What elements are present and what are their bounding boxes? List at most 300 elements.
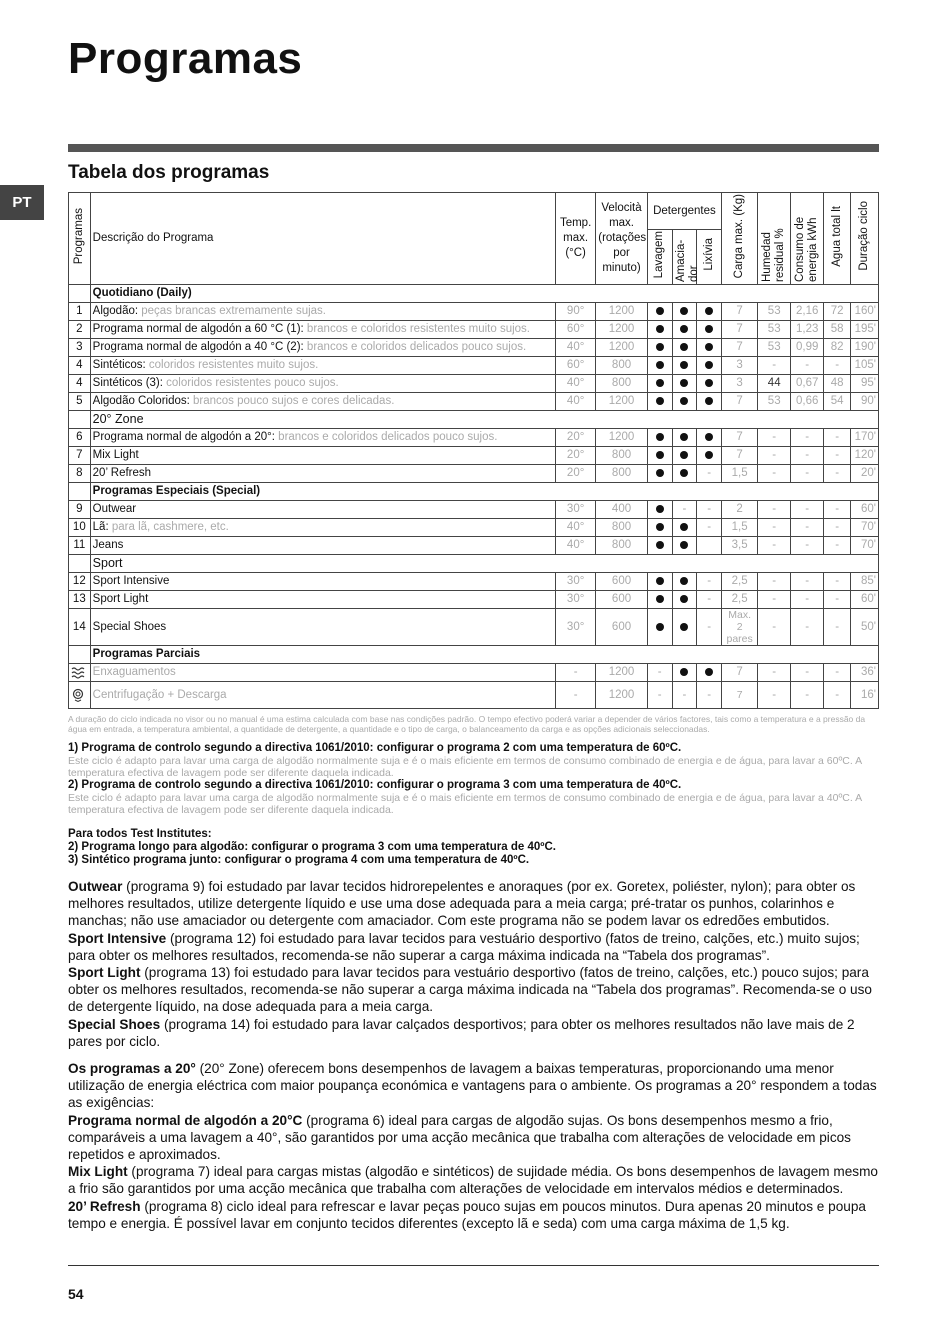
energy-value: - (791, 682, 824, 709)
page-number: 54 (68, 1286, 84, 1302)
dot-icon (656, 361, 664, 369)
duration-value: 195' (851, 321, 879, 339)
dot-icon (680, 433, 688, 441)
paragraph-text: (programa 14) foi estudado para lavar calçados desportivos; para obter os melhores resultados não lave mais de 2 pares por ciclo. (68, 1016, 855, 1049)
program-detail: brancos e coloridos delicados pouco sujos. (274, 431, 498, 443)
table-row (69, 429, 879, 447)
program-number: 8 (69, 465, 91, 483)
program-description (90, 664, 555, 682)
detergent-amaciador (672, 537, 697, 555)
program-number: 13 (69, 591, 91, 609)
temp-value: 20° (556, 429, 596, 447)
test-institutes-line-2: 3) Sintético programa junto: configurar o programa 4 com uma temperatura de 40ºC. (68, 854, 530, 866)
detergent-amaciador (672, 321, 697, 339)
dot-icon (656, 433, 664, 441)
test-institutes-heading: Para todos Test Institutes: (68, 828, 212, 840)
detergent-amaciador (672, 339, 697, 357)
header-temp: Temp. max. (°C) (556, 193, 596, 285)
program-name: Sport Light (92, 593, 149, 605)
program-name: Programa normal de algodón a 60 °C (1): (92, 323, 304, 335)
program-description (90, 447, 555, 465)
dot-icon (705, 451, 713, 459)
energy-value: 2,16 (791, 303, 824, 321)
speed-value: 600 (596, 573, 648, 591)
dot-icon (680, 595, 688, 603)
table-section-row (69, 646, 879, 664)
page-title: Programas (68, 34, 303, 83)
speed-value: 600 (596, 609, 648, 646)
dot-icon (680, 343, 688, 351)
temp-value: - (556, 682, 596, 709)
energy-value: - (791, 465, 824, 483)
detergent-lixivia (697, 321, 722, 339)
detergent-lavagem (647, 591, 672, 609)
language-tab: PT (0, 185, 44, 220)
program-number: 4 (69, 375, 91, 393)
dot-icon (705, 343, 713, 351)
program-detail: brancos e coloridos resistentes muito sujos. (303, 323, 531, 335)
dot-icon (705, 307, 713, 315)
program-detail: Centrifugação + Descarga (92, 689, 227, 701)
paragraph-text: (programa 6) ideal para cargas de algodão sujas. Os bons desempenhos mesmo a frio, comparáveis a uma lavagem a 40°, são garantidos por uma acção mecânica que trabalha com alterações de velocidade em picos repetidos e aproximados. (68, 1112, 851, 1163)
table-row (69, 682, 879, 709)
load-value: 7 (722, 303, 758, 321)
program-description (90, 321, 555, 339)
humidity-value: - (758, 429, 791, 447)
dot-icon (680, 361, 688, 369)
detergent-amaciador: - (672, 501, 697, 519)
header-programas: Programas (69, 193, 91, 285)
temp-value: - (556, 664, 596, 682)
duration-value: 70' (851, 537, 879, 555)
program-name: Special Shoes (92, 621, 167, 633)
header-velocita: Velocità max. (rotações por minuto) (596, 193, 648, 285)
humidity-value: - (758, 664, 791, 682)
dot-icon (656, 505, 664, 513)
humidity-value: 53 (758, 393, 791, 411)
dot-icon (656, 577, 664, 585)
dot-icon (680, 451, 688, 459)
paragraph-lead: Mix Light (68, 1164, 128, 1180)
header-carga: Carga max. (Kg) (722, 193, 758, 285)
speed-value: 800 (596, 357, 648, 375)
dot-icon (656, 523, 664, 531)
detergent-lavagem (647, 339, 672, 357)
program-detail: Enxaguamentos (92, 666, 176, 678)
program-paragraph (68, 1060, 879, 1112)
humidity-value: - (758, 591, 791, 609)
energy-value: - (791, 357, 824, 375)
load-value: 7 (722, 664, 758, 682)
dot-icon (705, 433, 713, 441)
temp-value: 20° (556, 465, 596, 483)
paragraph-lead: Outwear (68, 879, 123, 894)
water-value: - (824, 537, 851, 555)
water-value: - (824, 591, 851, 609)
table-row (69, 591, 879, 609)
load-value: 7 (722, 339, 758, 357)
detergent-lavagem (647, 429, 672, 447)
section-heading: Programas Parciais (90, 646, 878, 664)
energy-value: - (791, 591, 824, 609)
table-row (69, 303, 879, 321)
paragraph-text: (20° Zone) oferecem bons desempenhos de lavagem a baixas temperaturas, proporcionando uma menor utilização de energia eléctrica com maior poupança económica e vantagens para o ambiente. Os programas a 20° respondem a todas as exigências: (68, 1061, 877, 1111)
table-section-row (69, 483, 879, 501)
humidity-value: - (758, 357, 791, 375)
program-detail: para lã, cashmere, etc. (108, 521, 229, 533)
humidity-value: 53 (758, 339, 791, 357)
paragraph-text: (programa 9) foi estudado par lavar tecidos hidrorepelentes e anoraques (por ex. Goretex, poliéster, nylon); para obter os melhores resultados, utilize detergente líquido e use uma dose adequada para a meia carga; pré-tratar os punhos, colarinhos e manchas; não use amaciador ou detergente com amaciador. Com este programa não se podem lavar os edredões embutidos. (68, 879, 856, 929)
footnote-1-title: 1) Programa de controlo segundo a directiva 1061/2010: configurar o programa 2 com uma temperatura de 60ºC. (68, 742, 682, 754)
header-humedad: Humedad residual % (758, 193, 791, 285)
water-value: - (824, 357, 851, 375)
energy-value: 0,99 (791, 339, 824, 357)
load-value: 3 (722, 357, 758, 375)
program-paragraph (68, 1198, 879, 1232)
program-name: Jeans (92, 539, 124, 551)
paragraph-lead: 20’ Refresh (68, 1198, 141, 1214)
program-number: 1 (69, 303, 91, 321)
table-row (69, 501, 879, 519)
program-description (90, 501, 555, 519)
detergent-amaciador (672, 447, 697, 465)
program-name: Algodão Coloridos: (92, 395, 190, 407)
dot-icon (680, 541, 688, 549)
detergent-lavagem (647, 375, 672, 393)
paragraph-lead: Special Shoes (68, 1016, 161, 1032)
program-name: Outwear (92, 503, 137, 515)
detergent-lavagem (647, 573, 672, 591)
speed-value: 800 (596, 537, 648, 555)
program-name: Lã: (92, 521, 109, 533)
program-detail: coloridos resistentes pouco sujos. (162, 377, 339, 389)
program-paragraph (68, 1112, 879, 1164)
program-paragraph (68, 878, 879, 930)
energy-value: - (791, 537, 824, 555)
load-value: 7 (722, 393, 758, 411)
header-duracao: Duração ciclo (851, 193, 879, 285)
program-description (90, 303, 555, 321)
duration-value: 190' (851, 339, 879, 357)
water-value: - (824, 573, 851, 591)
table-row (69, 664, 879, 682)
water-value: - (824, 664, 851, 682)
dot-icon (680, 523, 688, 531)
dot-icon (680, 668, 688, 676)
duration-value: 60' (851, 591, 879, 609)
detergent-lavagem (647, 609, 672, 646)
programs-table (68, 192, 879, 709)
speed-value: 800 (596, 465, 648, 483)
program-paragraph (68, 1163, 879, 1197)
detergent-lixivia: - (697, 591, 722, 609)
speed-value: 600 (596, 591, 648, 609)
footnotes (68, 742, 879, 816)
detergent-lixivia (697, 375, 722, 393)
program-description (90, 375, 555, 393)
temp-value: 60° (556, 357, 596, 375)
speed-value: 1200 (596, 303, 648, 321)
dot-icon (656, 451, 664, 459)
program-name: Mix Light (92, 449, 139, 461)
program-number: 3 (69, 339, 91, 357)
duration-value: 60' (851, 501, 879, 519)
program-number: 6 (69, 429, 91, 447)
duration-value: 50' (851, 609, 879, 646)
program-description (90, 465, 555, 483)
section-heading: Sport (90, 555, 878, 573)
humidity-value: - (758, 537, 791, 555)
energy-value: - (791, 519, 824, 537)
program-number (69, 682, 91, 709)
water-value: 72 (824, 303, 851, 321)
dot-icon (680, 307, 688, 315)
program-paragraph (68, 964, 879, 1016)
water-value: - (824, 519, 851, 537)
speed-value: 1200 (596, 682, 648, 709)
dot-icon (656, 397, 664, 405)
detergent-lavagem (647, 501, 672, 519)
program-description (90, 357, 555, 375)
dot-icon (656, 325, 664, 333)
dot-icon (705, 325, 713, 333)
dot-icon (705, 668, 713, 676)
program-detail: brancos pouco sujos e cores delicadas. (189, 395, 395, 407)
detergent-lavagem (647, 393, 672, 411)
detergent-amaciador (672, 609, 697, 646)
dot-icon (680, 469, 688, 477)
load-value: 3,5 (722, 537, 758, 555)
speed-value: 800 (596, 519, 648, 537)
detergent-lixivia (697, 429, 722, 447)
detergent-amaciador (672, 429, 697, 447)
detergent-lavagem (647, 321, 672, 339)
detergent-amaciador (672, 375, 697, 393)
duration-value: 95' (851, 375, 879, 393)
dot-icon (680, 397, 688, 405)
dot-icon (680, 325, 688, 333)
energy-value: - (791, 429, 824, 447)
load-value: 2,5 (722, 591, 758, 609)
table-row (69, 393, 879, 411)
load-value: 7 (722, 321, 758, 339)
energy-value: 0,67 (791, 375, 824, 393)
duration-value: 85' (851, 573, 879, 591)
program-number (69, 664, 91, 682)
program-name: Programa normal de algodón a 40 °C (2): (92, 341, 304, 353)
footer-divider (68, 1265, 879, 1266)
detergent-lixivia (697, 447, 722, 465)
dot-icon (705, 379, 713, 387)
humidity-value: 53 (758, 303, 791, 321)
program-number: 7 (69, 447, 91, 465)
water-value: - (824, 609, 851, 646)
temp-value: 90° (556, 303, 596, 321)
speed-value: 400 (596, 501, 648, 519)
duration-disclaimer: A duração do ciclo indicada no visor ou no manual é uma estima calculada com base nas condições padrão. O tempo efectivo poderá variar a depender de vários factores, tais como a temperatura e a pressão da água em entrada, a temperatura ambiental, a quantidade de detergente, a quantidade e o tipo de carga, o balanceamento da carga e as opções adicionais seleccionadas. (68, 714, 866, 734)
program-number: 9 (69, 501, 91, 519)
table-row (69, 321, 879, 339)
detergent-amaciador (672, 303, 697, 321)
duration-value: 16' (851, 682, 879, 709)
water-value: - (824, 447, 851, 465)
program-name: Algodão: (92, 305, 139, 317)
detergent-lixivia (697, 303, 722, 321)
program-paragraph (68, 1016, 879, 1050)
speed-value: 1200 (596, 339, 648, 357)
program-number: 12 (69, 573, 91, 591)
table-row (69, 357, 879, 375)
header-lavagem: Lavagem (647, 230, 672, 285)
header-amaciador: Amacia-dor (672, 230, 697, 285)
footnote-2-text: Este ciclo é adapto para lavar uma carga de algodão normalmente suja e é o mais eficiente em termos de consumo combinado de energia e de água, para lavar a 40ºC. A temperatura efectiva de lavagem pode ser diferente daquela indicada. (68, 792, 862, 816)
footnote-2-title: 2) Programa de controlo segundo a directiva 1061/2010: configurar o programa 3 com uma temperatura de 40ºC. (68, 779, 682, 791)
detergent-lixivia: - (697, 519, 722, 537)
program-number: 14 (69, 609, 91, 646)
load-value: 7 (722, 447, 758, 465)
program-name: Programa normal de algodón a 20°: (92, 431, 275, 443)
load-value: 1,5 (722, 465, 758, 483)
temp-value: 20° (556, 447, 596, 465)
dot-icon (680, 379, 688, 387)
header-agua: Agua total lt (824, 193, 851, 285)
water-value: - (824, 682, 851, 709)
load-value: 7 (722, 429, 758, 447)
header-descricao: Descrição do Programa (90, 193, 555, 285)
duration-value: 120' (851, 447, 879, 465)
detergent-lavagem: - (647, 682, 672, 709)
paragraph-text: (programa 13) foi estudado para lavar tecidos para vestuário desportivo (fatos de treino, calções, etc.) pouco sujos; para obter os melhores resultados, recomenda-se não superar a carga máxima indicada na “Tabela dos programas”. Recomenda-se o uso de detergente líquido, na dose adequada para a meia carga. (68, 965, 872, 1015)
detergent-lixivia: - (697, 609, 722, 646)
duration-value: 36' (851, 664, 879, 682)
energy-value: - (791, 573, 824, 591)
paragraph-lead: Sport Intensive (68, 930, 167, 946)
program-description (90, 682, 555, 709)
detergent-lavagem (647, 447, 672, 465)
humidity-value: - (758, 682, 791, 709)
program-description (90, 519, 555, 537)
program-name: Sport Intensive (92, 575, 170, 587)
humidity-value: - (758, 447, 791, 465)
dot-icon (680, 577, 688, 585)
program-paragraph (68, 930, 879, 964)
header-lixivia: Lixívia (697, 230, 722, 285)
load-value: 2 (722, 501, 758, 519)
program-number: 11 (69, 537, 91, 555)
paragraph-text: (programa 8) ciclo ideal para refrescar e lavar peças pouco sujas em poucos minutos. Dura apenas 20 minutos e poupa tempo e energia. É possível lavar em conjunto tecidos diferentes (excepto lã e seda) com uma carga máxima de 1,5 kg. (68, 1198, 866, 1231)
detergent-lavagem: - (647, 664, 672, 682)
table-row (69, 609, 879, 646)
humidity-value: - (758, 573, 791, 591)
energy-value: 1,23 (791, 321, 824, 339)
water-value: - (824, 501, 851, 519)
dot-icon (656, 595, 664, 603)
program-name: Sintéticos: (92, 359, 146, 371)
detergent-lavagem (647, 357, 672, 375)
detergent-lixivia: - (697, 682, 722, 709)
water-value: 58 (824, 321, 851, 339)
program-description (90, 339, 555, 357)
detergent-amaciador (672, 519, 697, 537)
section-heading: Programas Especiais (Special) (90, 483, 878, 501)
table-row (69, 465, 879, 483)
paragraph-lead: Sport Light (68, 965, 141, 981)
speed-value: 800 (596, 375, 648, 393)
detergent-amaciador: - (672, 682, 697, 709)
energy-value: - (791, 501, 824, 519)
temp-value: 40° (556, 537, 596, 555)
speed-value: 1200 (596, 664, 648, 682)
energy-value: - (791, 664, 824, 682)
program-description (90, 591, 555, 609)
rinse-icon (71, 665, 85, 679)
detergent-lixivia (697, 664, 722, 682)
detergent-amaciador (672, 393, 697, 411)
table-row (69, 573, 879, 591)
temp-value: 40° (556, 375, 596, 393)
duration-value: 160' (851, 303, 879, 321)
section-subtitle: Tabela dos programas (68, 162, 270, 183)
detergent-lixivia (697, 393, 722, 411)
dot-icon (705, 397, 713, 405)
humidity-value: 44 (758, 375, 791, 393)
table-section-row (69, 411, 879, 429)
load-value: 1,5 (722, 519, 758, 537)
dot-icon (656, 343, 664, 351)
program-description (90, 429, 555, 447)
spin-drain-icon (71, 688, 85, 702)
temp-value: 30° (556, 501, 596, 519)
load-value: 7 (722, 682, 758, 709)
detergent-lixivia (697, 357, 722, 375)
program-description (90, 609, 555, 646)
program-number: 10 (69, 519, 91, 537)
footnote-1-text: Este ciclo é adapto para lavar uma carga de algodão normalmente suja e é o mais eficiente em termos de consumo combinado de energia e de água, para lavar a 60ºC. A temperatura efectiva de lavagem pode ser diferente daquela indicada. (68, 755, 862, 779)
duration-value: 20' (851, 465, 879, 483)
detergent-lixivia: - (697, 573, 722, 591)
duration-value: 70' (851, 519, 879, 537)
energy-value: - (791, 609, 824, 646)
load-value: Max. 2 pares (722, 609, 758, 646)
water-value: 48 (824, 375, 851, 393)
water-value: 54 (824, 393, 851, 411)
dot-icon (656, 623, 664, 631)
table-row (69, 375, 879, 393)
program-number: 4 (69, 357, 91, 375)
detergent-lavagem (647, 537, 672, 555)
test-institutes (68, 828, 879, 867)
detergent-amaciador (672, 573, 697, 591)
humidity-value: 53 (758, 321, 791, 339)
humidity-value: - (758, 519, 791, 537)
program-descriptions (68, 878, 879, 1232)
dot-icon (656, 469, 664, 477)
table-row (69, 537, 879, 555)
detergent-amaciador (672, 465, 697, 483)
header-consumo: Consumo de energia kWh (791, 193, 824, 285)
temp-value: 30° (556, 573, 596, 591)
header-detergentes: Detergentes (647, 193, 721, 230)
program-number: 2 (69, 321, 91, 339)
water-value: 82 (824, 339, 851, 357)
program-detail: brancos e coloridos delicados pouco sujos. (303, 341, 527, 353)
temp-value: 40° (556, 393, 596, 411)
table-row (69, 519, 879, 537)
detergent-amaciador (672, 357, 697, 375)
duration-value: 105' (851, 357, 879, 375)
program-description (90, 393, 555, 411)
dot-icon (656, 379, 664, 387)
